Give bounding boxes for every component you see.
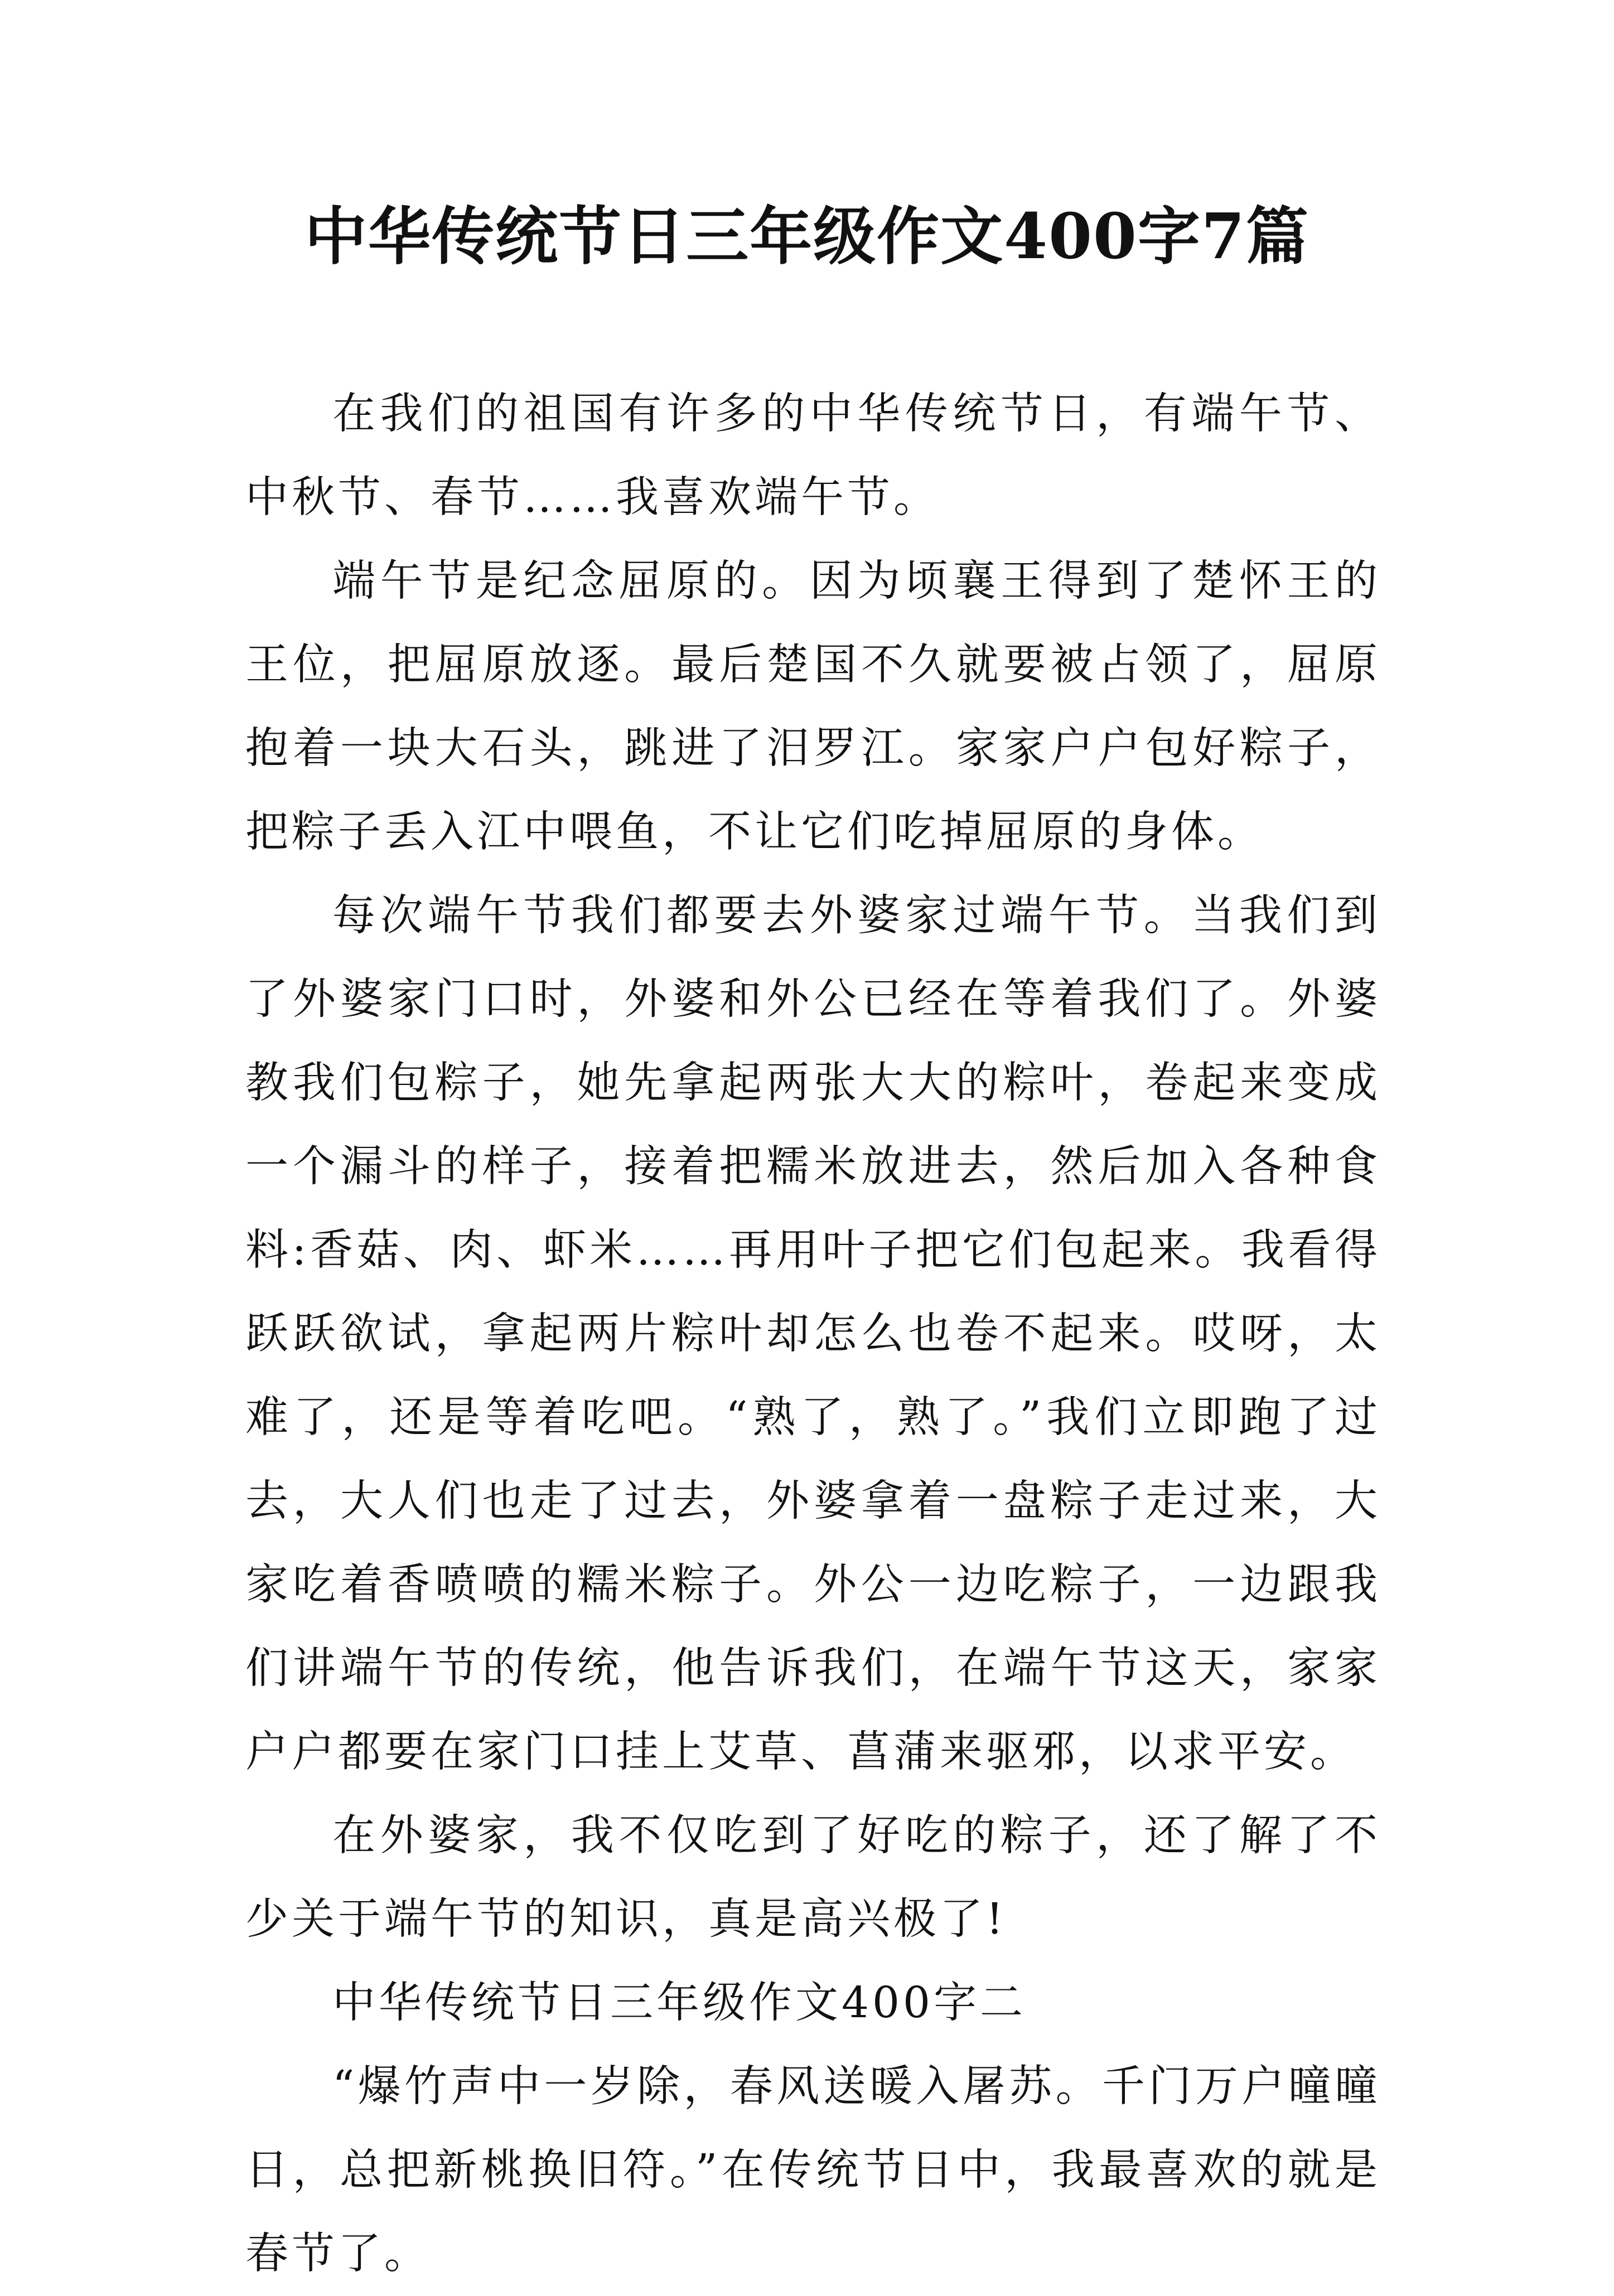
section-heading-2: 中华传统节日三年级作文400字二 — [332, 1978, 1026, 2028]
document-title: 中华传统节日三年级作文400字7篇 — [305, 200, 1309, 273]
document-body — [245, 372, 1381, 2296]
paragraph-4: 在外婆家，我不仅吃到了好吃的粽子，还了解了不少关于端午节的知识，真是高兴极了! — [245, 1811, 1381, 1944]
paragraph-2: 端午节是纪念屈原的。因为顷襄王得到了楚怀王的王位，把屈原放逐。最后楚国不久就要被占领了，屈原抱着一块大石头，跳进了汨罗江。家家户户包好粽子，把粽子丢入江中喂鱼，不让它们吃掉屈原的身体。 — [245, 556, 1381, 857]
paragraph-3: 每次端午节我们都要去外婆家过端午节。当我们到了外婆家门口时，外婆和外公已经在等着我们了。外婆教我们包粽子，她先拿起两张大大的粽叶，卷起来变成一个漏斗的样子，接着把糯米放进去，然后加入各种食料:香菇、肉、虾米……再用叶子把它们包起来。我看得跃跃欲试，拿起两片粽叶却怎么也卷不起来。哎呀，太难了，还是等着吃吧。“熟了，熟了。”我们立即跑了过去，大人们也走了过去，外婆拿着一盘粽子走过来，大家吃着香喷喷的糯米粽子。外公一边吃粽子，一边跟我们讲端午节的传统，他告诉我们，在端午节这天，家家户户都要在家门口挂上艾草、菖蒲来驱邪，以求平安。 — [245, 891, 1381, 1777]
paragraph-5: “爆竹声中一岁除，春风送暖入屠苏。千门万户曈曈日，总把新桃换旧符。”在传统节日中，我最喜欢的就是春节了。 — [245, 2062, 1381, 2279]
paragraph-1: 在我们的祖国有许多的中华传统节日，有端午节、中秋节、春节……我喜欢端午节。 — [245, 389, 1381, 522]
